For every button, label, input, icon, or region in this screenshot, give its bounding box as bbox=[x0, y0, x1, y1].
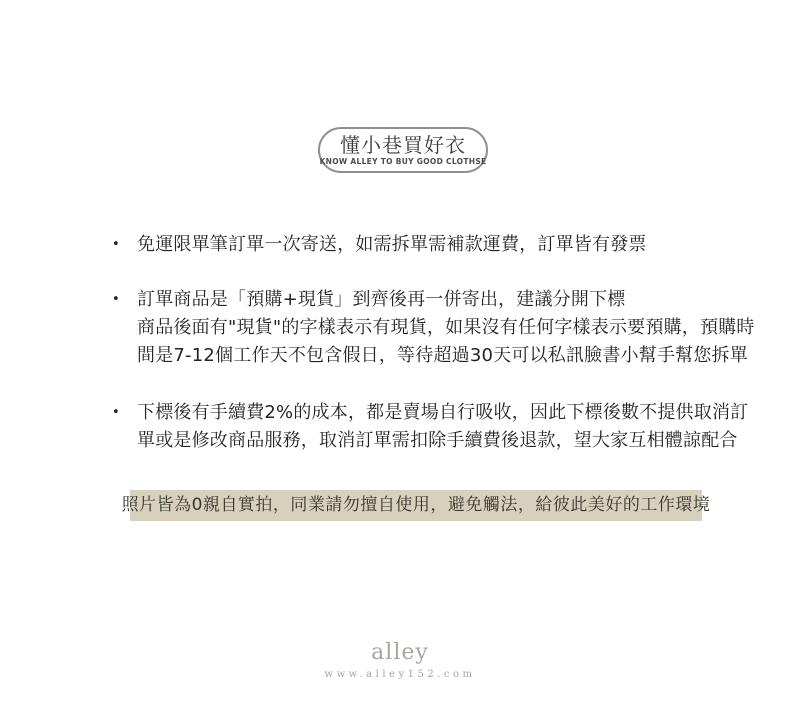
notice-line: 免運限單筆訂單一次寄送，如需拆單需補款運費，訂單皆有發票 bbox=[137, 234, 647, 255]
bullet-icon: • bbox=[112, 292, 120, 307]
brand-logo bbox=[318, 127, 488, 173]
footer-website-url: www.alley152.com bbox=[324, 669, 476, 680]
bullet-icon: • bbox=[112, 237, 120, 252]
notice-line: 間是7-12個工作天不包含假日，等待超過30天可以私訊臉書小幫手幫您拆單 bbox=[137, 345, 748, 366]
highlight-text: 照片皆為0親自實拍，同業請勿擅自使用，避免觸法，給彼此美好的工作環境 bbox=[121, 495, 711, 515]
bullet-icon: • bbox=[112, 405, 120, 420]
notice-text bbox=[137, 286, 755, 370]
notice-text bbox=[137, 231, 742, 259]
notice-item-shipping bbox=[112, 231, 742, 259]
highlight-banner bbox=[121, 490, 711, 521]
notice-item-preorder bbox=[112, 286, 755, 370]
notice-line: 商品後面有"現貨"的字樣表示有現貨，如果沒有任何字樣表示要預購，預購時 bbox=[137, 317, 755, 338]
notice-line: 單或是修改商品服務，取消訂單需扣除手續費後退款，望大家互相體諒配合 bbox=[137, 430, 738, 451]
notice-line: 訂單商品是「預購+現貨」到齊後再一併寄出，建議分開下標 bbox=[137, 289, 626, 310]
notice-line: 下標後有手續費2%的成本，都是賣場自行吸收，因此下標後數不提供取消訂 bbox=[137, 402, 749, 423]
brand-logo-subtitle: KNOW ALLEY TO BUY GOOD CLOTHSE bbox=[319, 157, 487, 166]
notice-item-fee bbox=[112, 399, 749, 455]
brand-logo-title: 懂小巷買好衣 bbox=[340, 133, 466, 157]
footer-logo: alley bbox=[371, 640, 429, 665]
notice-text bbox=[137, 399, 748, 455]
